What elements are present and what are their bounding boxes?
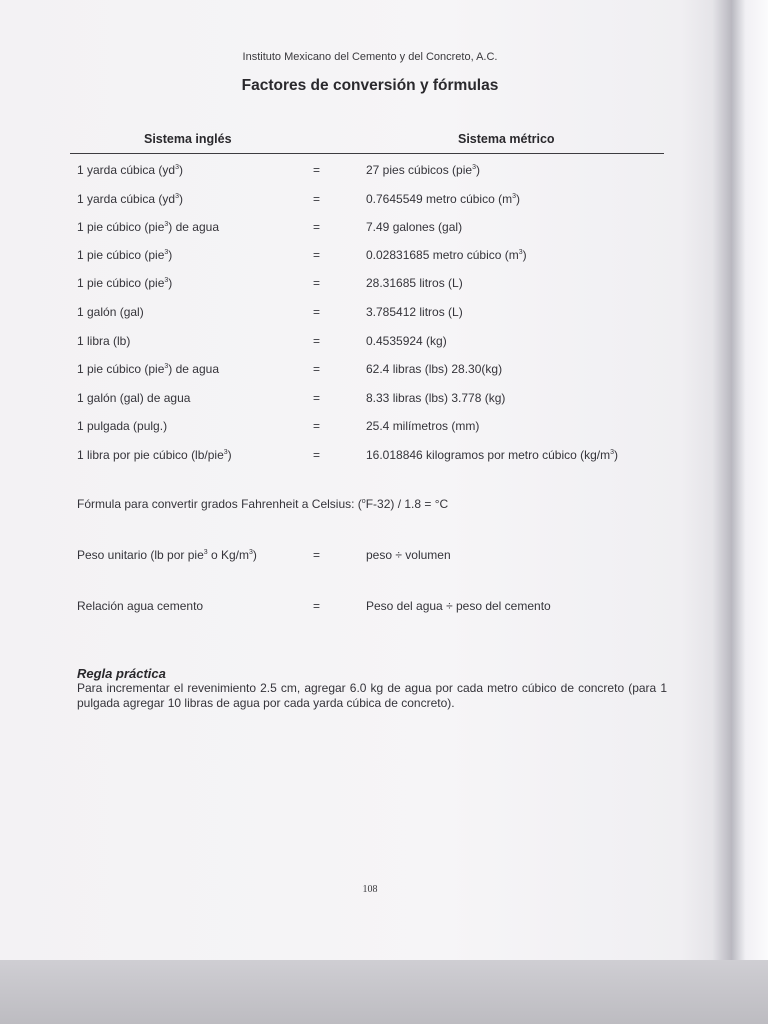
metric-unit-suffix: ) <box>516 192 520 206</box>
institute-name: Instituto Mexicano del Cemento y del Concreto, A.C. <box>242 51 498 63</box>
metric-unit-sup: 3 <box>518 249 523 256</box>
metric-unit <box>366 391 505 405</box>
conversion-row <box>0 391 740 409</box>
peso-label-c: ) <box>252 548 257 562</box>
english-unit-suffix: ) <box>227 448 232 462</box>
relacion-label: Relación agua cemento <box>77 599 204 613</box>
english-unit-suffix: ) <box>168 276 173 290</box>
english-unit-text: 1 pulgada (pulg.) <box>77 419 168 433</box>
metric-unit-text: 0.02831685 metro cúbico (m <box>366 248 519 262</box>
english-unit-text: 1 yarda cúbica (yd <box>77 163 176 177</box>
equals-sign: = <box>313 248 321 262</box>
english-unit-text: 1 galón (gal) de agua <box>77 391 191 405</box>
conversion-row <box>0 362 740 380</box>
metric-unit-text: 28.31685 litros (L) <box>366 276 463 290</box>
english-unit <box>77 192 183 206</box>
peso-unitario-row <box>0 548 740 566</box>
peso-label-b: o Kg/m <box>207 548 250 562</box>
metric-unit-sup: 3 <box>512 193 516 200</box>
english-unit-sup: 3 <box>223 449 228 456</box>
english-unit <box>77 448 232 462</box>
formula-degree-sup: o <box>361 498 366 505</box>
peso-sup-2: 3 <box>249 549 253 556</box>
english-unit <box>77 305 144 319</box>
english-unit-text: 1 libra por pie cúbico (lb/pie <box>77 448 224 462</box>
equals-sign: = <box>313 362 321 376</box>
english-unit-text: 1 pie cúbico (pie <box>77 362 165 376</box>
equals-sign: = <box>313 334 321 348</box>
english-unit <box>77 276 172 290</box>
english-unit-suffix: ) <box>178 192 183 206</box>
relacion-equals: = <box>313 599 321 613</box>
english-unit-text: 1 libra (lb) <box>77 334 131 348</box>
english-unit <box>77 334 130 348</box>
english-unit-sup: 3 <box>175 164 179 171</box>
formula-text-after: F-32) / 1.8 = °C <box>365 497 449 511</box>
peso-unitario-label <box>77 548 257 562</box>
english-unit <box>77 220 219 234</box>
equals-sign: = <box>313 391 321 405</box>
conversion-row <box>0 248 740 266</box>
metric-unit <box>366 220 462 234</box>
english-unit-suffix: ) de agua <box>168 220 220 234</box>
conversion-row <box>0 220 740 238</box>
scan-bottom-band <box>0 960 768 1024</box>
english-unit-sup: 3 <box>164 363 169 370</box>
equals-sign: = <box>313 163 321 177</box>
metric-unit-text: 3.785412 litros (L) <box>366 305 463 319</box>
conversion-row <box>0 334 740 352</box>
metric-unit-suffix: ) <box>522 248 527 262</box>
equals-sign: = <box>313 276 321 290</box>
english-unit-sup: 3 <box>164 221 169 228</box>
metric-unit <box>366 448 618 462</box>
metric-unit <box>366 419 479 433</box>
english-unit <box>77 163 183 177</box>
regla-practica-title: Regla práctica <box>77 666 166 681</box>
metric-unit-text: 0.7645549 metro cúbico (m <box>366 192 513 206</box>
english-unit <box>77 248 172 262</box>
english-unit-suffix: ) <box>168 248 173 262</box>
header-rule <box>70 153 664 154</box>
regla-practica-text: Para incrementar el revenimiento 2.5 cm, agregar 6.0 kg de agua por cada metro cúbico de concreto (para 1 pulgada agregar 10 libras de agua por cada yarda cúbica de concreto). <box>77 681 667 710</box>
metric-unit <box>366 305 463 319</box>
peso-sup-1: 3 <box>203 549 208 556</box>
equals-sign: = <box>313 305 321 319</box>
english-unit-text: 1 pie cúbico (pie <box>77 276 165 290</box>
metric-unit <box>366 163 480 177</box>
metric-unit-suffix: ) <box>614 448 619 462</box>
relacion-row <box>0 599 740 617</box>
english-unit-sup: 3 <box>164 249 169 256</box>
metric-unit <box>366 192 520 206</box>
relacion-formula: Peso del agua ÷ peso del cemento <box>366 599 551 613</box>
conversion-row <box>0 305 740 323</box>
peso-equals: = <box>313 548 321 562</box>
metric-unit-text: 8.33 libras (lbs) 3.778 (kg) <box>366 391 506 405</box>
metric-unit-text: 27 pies cúbicos (pie <box>366 163 473 177</box>
conversion-row <box>0 276 740 294</box>
book-spine-shadow <box>712 0 768 960</box>
english-unit-text: 1 yarda cúbica (yd <box>77 192 176 206</box>
equals-sign: = <box>313 192 321 206</box>
equals-sign: = <box>313 220 321 234</box>
english-unit-suffix: ) de agua <box>168 362 220 376</box>
metric-unit <box>366 248 527 262</box>
english-unit <box>77 391 190 405</box>
english-unit <box>77 362 219 376</box>
page-number: 108 <box>362 884 378 895</box>
fahrenheit-formula <box>77 497 448 511</box>
equals-sign: = <box>313 419 321 433</box>
metric-unit-text: 25.4 milímetros (mm) <box>366 419 480 433</box>
column-header-metric: Sistema métrico <box>458 132 555 146</box>
metric-unit-text: 16.018846 kilogramos por metro cúbico (kg/m <box>366 448 611 462</box>
english-unit-text: 1 galón (gal) <box>77 305 144 319</box>
metric-unit-text: 0.4535924 (kg) <box>366 334 447 348</box>
metric-unit <box>366 276 463 290</box>
metric-unit-suffix: ) <box>475 163 480 177</box>
metric-unit-text: 62.4 libras (lbs) 28.30(kg) <box>366 362 503 376</box>
peso-formula: peso ÷ volumen <box>366 548 451 562</box>
english-unit-suffix: ) <box>178 163 183 177</box>
metric-unit-sup: 3 <box>472 164 476 171</box>
conversion-row <box>0 448 740 466</box>
metric-unit <box>366 334 447 348</box>
conversion-row <box>0 163 740 181</box>
english-unit-sup: 3 <box>164 277 169 284</box>
peso-label-a: Peso unitario (lb por pie <box>77 548 204 562</box>
conversion-row <box>0 419 740 437</box>
metric-unit-sup: 3 <box>610 449 615 456</box>
english-unit-text: 1 pie cúbico (pie <box>77 220 165 234</box>
english-unit-text: 1 pie cúbico (pie <box>77 248 165 262</box>
column-header-english: Sistema inglés <box>144 132 232 146</box>
english-unit <box>77 419 167 433</box>
formula-text-before: Fórmula para convertir grados Fahrenheit a Celsius: ( <box>77 497 362 511</box>
english-unit-sup: 3 <box>175 193 179 200</box>
metric-unit-text: 7.49 galones (gal) <box>366 220 463 234</box>
conversion-row <box>0 192 740 210</box>
equals-sign: = <box>313 448 321 462</box>
metric-unit <box>366 362 502 376</box>
page-title: Factores de conversión y fórmulas <box>241 77 499 94</box>
